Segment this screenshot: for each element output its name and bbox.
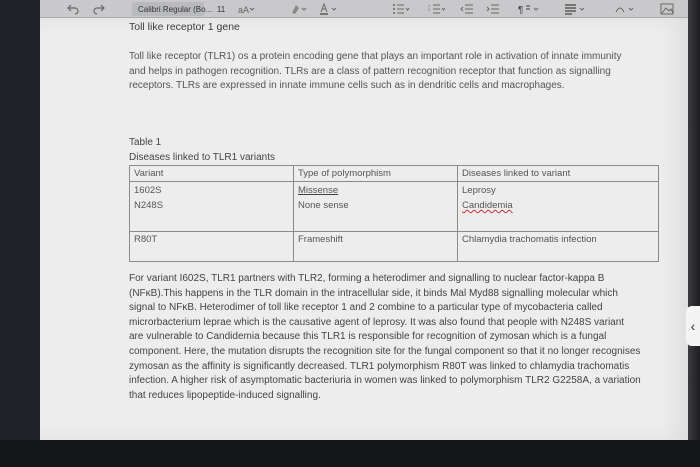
- table-cell: Frameshift: [294, 232, 458, 262]
- table-cell: [294, 182, 458, 232]
- highlight-icon[interactable]: [290, 2, 308, 16]
- align-justify-icon[interactable]: [564, 2, 586, 16]
- table-caption: Diseases linked to TLR1 variants: [129, 152, 275, 163]
- body-paragraph: For variant I602S, TLR1 partners with TLR2, forming a heterodimer and signalling to nuclear factor-kappa B (NFκB).This happens in the TLR domain in the intracellular side, it binds Mal Myd88 signalling molecular which signal to NFκB. Heterodimer of toll like receptor 1 and 2 combine to a particular type of mycobacteria called microrbacterium leprae which is the causative agent of leprosy. It was also found that people with N248S variant are vulnerable to Candidemia because this TLR1 is responsible for recognition of zymosan which is a fungal component. Here, the mutation disrupts the recognition site for the fungal component so that it no longer recognises zymosan as the affinity is significantly decreased. TLR1 polymorphism R80T was linked to chlamydia trachomatis infection. A higher risk of asymptomatic bacteriuria in women was linked to polymorphism TLR2 G2258A, a variation that reduces lipopeptide-induced signalling.: [129, 273, 641, 401]
- document-title: Toll like receptor 1 gene: [129, 21, 240, 33]
- table-cell: [130, 182, 294, 232]
- svg-text:aA: aA: [238, 5, 250, 15]
- redo-icon[interactable]: [93, 2, 105, 16]
- svg-text:2: 2: [428, 7, 431, 12]
- table-header-cell: Diseases linked to variant: [458, 166, 659, 182]
- formatting-toolbar: [40, 0, 700, 18]
- disease-value: Candidemia: [462, 200, 513, 211]
- decrease-indent-icon[interactable]: [460, 2, 474, 16]
- variant-value: N248S: [134, 200, 164, 211]
- polymorphism-value: None sense: [298, 200, 349, 211]
- table-header-cell: Type of polymorphism: [294, 166, 458, 182]
- diseases-table: [129, 165, 659, 262]
- font-family-select[interactable]: Calibri Regular (Bo...: [132, 2, 204, 16]
- svg-text:¶: ¶: [518, 5, 524, 16]
- polymorphism-value: Missense: [298, 185, 339, 196]
- background-left: [0, 0, 40, 467]
- font-size-increase-icon[interactable]: [238, 2, 254, 16]
- font-size-select[interactable]: 11: [216, 4, 226, 14]
- table-row: [130, 182, 659, 232]
- styles-icon[interactable]: [615, 2, 637, 16]
- increase-indent-icon[interactable]: [486, 2, 500, 16]
- table-cell: [458, 182, 659, 232]
- background-bottom: [0, 440, 700, 467]
- table-row: [130, 232, 659, 262]
- table-label: Table 1: [129, 137, 162, 148]
- table-header-row: [130, 166, 659, 182]
- window-edge: [688, 0, 700, 467]
- intro-paragraph: Toll like receptor (TLR1) os a protein encoding gene that plays an important role in activation of innate immunity and helps in pathogen recognition. TLRs are a class of pattern recognition receptor that function as signalling receptors. TLRs are expressed in innate immune cells such as in dendritic cells and macrophages.: [129, 51, 622, 92]
- bullet-list-icon[interactable]: [392, 2, 410, 16]
- font-color-icon[interactable]: [320, 2, 338, 16]
- variant-value: 1602S: [134, 185, 162, 196]
- disease-value: Leprosy: [462, 185, 496, 196]
- document-page[interactable]: [40, 18, 688, 440]
- table-cell: R80T: [130, 232, 294, 262]
- sidebar-toggle-button[interactable]: ‹: [686, 306, 700, 346]
- paragraph-marks-icon[interactable]: [518, 2, 540, 16]
- table-header-cell: Variant: [130, 166, 294, 182]
- table-cell: Chlamydia trachomatis infection: [458, 232, 659, 262]
- numbered-list-icon[interactable]: [428, 2, 446, 16]
- picture-icon[interactable]: [660, 2, 676, 16]
- svg-text:1: 1: [428, 3, 431, 8]
- undo-icon[interactable]: [67, 2, 79, 16]
